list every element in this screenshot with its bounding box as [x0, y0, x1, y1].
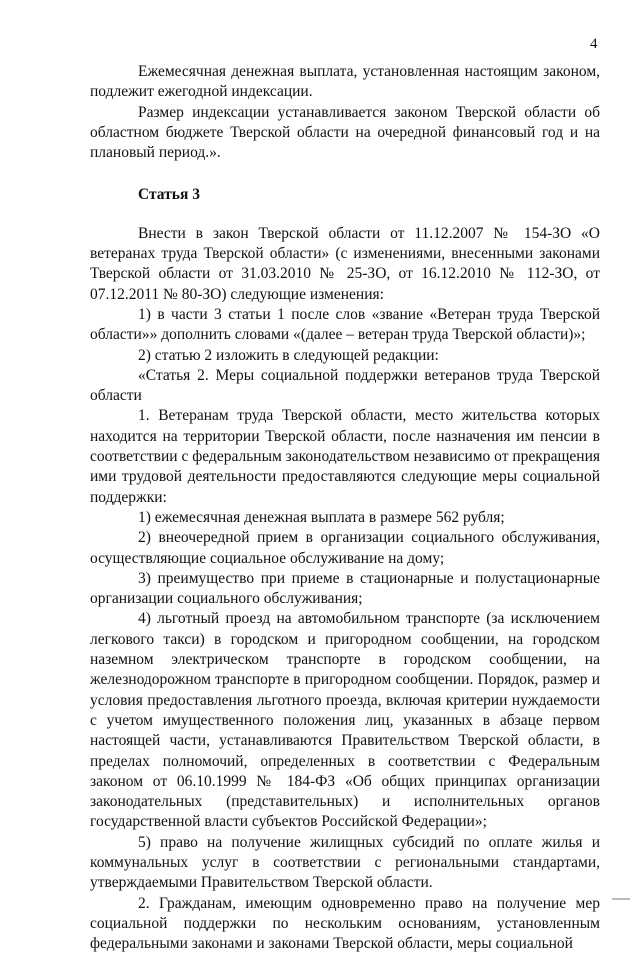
paragraph: 5) право на получение жилищных субсидий по оплате жилья и коммунальных услуг в соответствии с региональными стандартами, утверждаемыми Правительством Тверской области. — [90, 833, 600, 892]
paragraph: 2) статью 2 изложить в следующей редакции: — [138, 346, 439, 364]
paragraph: 1) ежемесячная денежная выплата в размере 562 рубля; — [138, 508, 505, 526]
scan-artifact — [612, 898, 630, 900]
paragraph: 4) льготный проезд на автомобильном транспорте (за исключением легкового такси) в городском и пригородном сообщении, на городском наземном электрическом транспорте в городском сообщении, на железнодорожном транспорте в пригородном сообщении. Порядок, размер и условия предоставления льготного проезда, включая критерии нуждаемости с учетом имущественного положения лиц, указанных в абзаце первом настоящей части, устанавливаются Правительством Тверской области, в пределах полномочий, определенных в соответствии с Федеральным законом от 06.10.1999 № 184-ФЗ «Об общих принципах организации законодательных (представительных) и исполнительных органов государственной власти субъектов Российской Федерации»; — [90, 610, 600, 831]
paragraph: Ежемесячная денежная выплата, установленная настоящим законом, подлежит ежегодной индексации. — [90, 63, 600, 101]
paragraph: 1. Ветеранам труда Тверской области, место жительства которых находится на территории Тверской области, после назначения им пенсии в соответствии с федеральным законодательством независимо от прекращения ими трудовой деятельности предоставляются следующие меры социальной поддержки: — [90, 407, 600, 506]
paragraph: Размер индексации устанавливается законом Тверской области об областном бюджете Тверской области на очередной финансовый год и на плановый период.». — [90, 103, 600, 162]
paragraph: 2) внеочередной прием в организации социального обслуживания, осуществляющие социальное обслуживание на дому; — [90, 529, 600, 567]
paragraph: «Статья 2. Меры социальной поддержки ветеранов труда Тверской области — [90, 366, 600, 405]
paragraph: 3) преимущество при приеме в стационарные и полустационарные организации социального обслуживания; — [90, 569, 600, 608]
article-heading: Статья 3 — [138, 186, 200, 204]
document-body — [90, 62, 600, 954]
page-number: 4 — [590, 36, 598, 52]
paragraph: 2. Гражданам, имеющим одновременно право на получение мер социальной поддержки по нескольким основаниям, установленным федеральными законами и законами Тверской области, меры социальной — [90, 894, 600, 953]
paragraph: 1) в части 3 статьи 1 после слов «звание «Ветеран труда Тверской области»» дополнить словами «(далее – ветеран труда Тверской области)»; — [90, 305, 600, 344]
paragraph: Внести в закон Тверской области от 11.12.2007 № 154-ЗО «О ветеранах труда Тверской области» (с изменениями, внесенными законами Тверской области от 31.03.2010 № 25-ЗО, от 16.12.2010 № 112-ЗО, от 07.12.2011 № 80-ЗО) следующие изменения: — [90, 224, 600, 303]
